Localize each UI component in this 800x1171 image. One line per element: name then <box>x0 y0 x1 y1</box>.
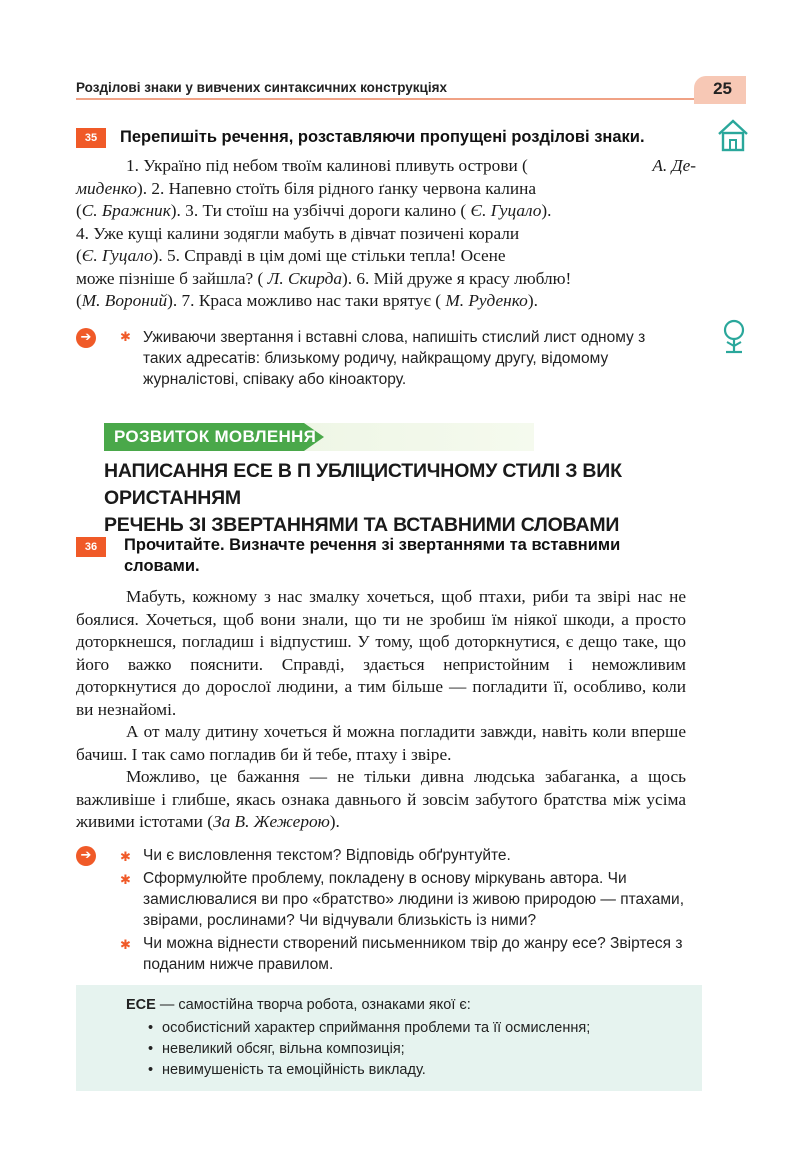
section-banner <box>104 423 534 451</box>
definition-text <box>126 995 590 1081</box>
text-paragraph: Можливо, це бажання — не тільки дивна людська забаганка, а щось важливіше і глибше, якась ознака давнього й зовсім забутого братства між усіма живими істотами (За В. Жежерою). <box>76 767 686 831</box>
task-number-badge: 36 <box>76 537 106 557</box>
question-item: ✱ Чи можна віднести створений письменником твір до жанру есе? Звіртеся з поданим нижче правилом. <box>120 935 683 973</box>
running-header <box>76 76 746 102</box>
definition-box <box>76 985 702 1091</box>
sentence-line: (С. Бражник). 3. Ти стоїш на узбіччі дороги калино ( Є. Гуцало). <box>76 201 552 220</box>
question-item: ✱ Чи є висловлення текстом? Відповідь обґрунтуйте. <box>143 845 688 866</box>
page-number: 25 <box>713 79 732 98</box>
definition-item: • особистісний характер сприймання проблеми та її осмислення; <box>148 1018 590 1039</box>
section-title-line: РЕЧЕНЬ ЗІ ЗВЕРТАННЯМИ ТА ВСТАВНИМИ СЛОВАМИ <box>104 514 620 536</box>
header-title: Розділові знаки у вивчених синтаксичних конструкціях <box>76 80 447 95</box>
arrow-right-icon: ➔ <box>76 328 96 348</box>
asterisk-bullet-icon: ✱ <box>120 873 131 888</box>
task-instruction: Прочитайте. Визначте речення зі звертаннями та вставними словами. <box>124 536 621 575</box>
sentence-line: 1. Україно під небом твоїм калинові пливуть острови ( А. Де- <box>126 156 696 175</box>
definition-item: • невимушеність та емоційність викладу. <box>148 1060 590 1081</box>
asterisk-bullet-icon: ✱ <box>120 850 131 865</box>
question-list <box>120 845 688 975</box>
sentence-line: (Є. Гуцало). 5. Справді в цім домі ще стільки тепла! Осене <box>76 246 506 265</box>
definition-list <box>148 1018 590 1081</box>
subtask-text <box>143 327 681 390</box>
section-label: РОЗВИТОК МОВЛЕННЯ <box>114 427 317 446</box>
section-title-line: НАПИСАННЯ ЕСЕ В П УБЛІЦИСТИЧНОМУ СТИЛІ З ВИК ОРИСТАННЯМ <box>104 460 622 509</box>
definition-term: ЕСЕ <box>126 997 156 1013</box>
text-author: За В. Жежерою <box>213 812 330 831</box>
home-icon <box>716 117 750 153</box>
sentence-line: може пізніше б зайшла? ( Л. Скирда). 6. Мій друже я красу люблю! <box>76 268 572 288</box>
exercise-sentences <box>76 155 696 313</box>
definition-item: • невеликий обсяг, вільна композиція; <box>148 1039 590 1060</box>
sentence-line: (М. Вороний). 7. Краса можливо нас таки врятує ( М. Руденко). <box>76 291 538 310</box>
asterisk-bullet-icon: ✱ <box>120 938 131 953</box>
sentence-line: 4. Уже кущі калини зодягли мабуть в дівчат позичені корали <box>76 223 520 243</box>
sentence-line: миденко). 2. Напевно стоїть біля рідного ґанку червона калина <box>76 178 537 198</box>
task-number-badge: 35 <box>76 128 106 148</box>
section-title <box>104 458 704 539</box>
text-paragraph: Мабуть, кожному з нас змалку хочеться, щоб птахи, риби та звірі нас не боялися. Хочеться, щоб вони знали, що ти не зробиш їм ніякої шкоди, а просто доторкнешся, погладиш і відпустиш. У тому, щоб доторкнутися, є дещо таке, що його важко пояснити. Справді, здається непристойним і неможливим доторкнутися до дорослої людини, а тим більше — погладити її, особливо, коли ви незнайомі. <box>76 587 686 719</box>
question-item: ✱ Сформулюйте проблему, покладену в основу міркувань автора. Чи замислювалися ви про «братство» людини із живою природою — птахами, звірами, рослинами? Чи відчували близькість із ними? <box>120 870 684 929</box>
arrow-right-icon: ➔ <box>76 846 96 866</box>
subtask-item: Уживаючи звертання і вставні слова, напишіть стислий лист одному з таких адресатів: близькому родичу, найкращому другу, відомому журналістові, співаку або кіноактору. <box>143 329 646 388</box>
text-paragraph: А от малу дитину хочеться й можна погладити завжди, навіть коли вперше бачиш. І так само погладив би й тебе, птаху і звіре. <box>76 722 686 764</box>
definition-intro: — самостійна творча робота, ознаками якої є: <box>155 997 471 1013</box>
reading-text <box>76 586 686 834</box>
header-rule <box>76 98 696 100</box>
task-instruction: Перепишіть речення, розставляючи пропущені розділові знаки. <box>120 128 645 146</box>
idea-icon <box>718 316 750 356</box>
asterisk-bullet-icon: ✱ <box>120 330 131 345</box>
